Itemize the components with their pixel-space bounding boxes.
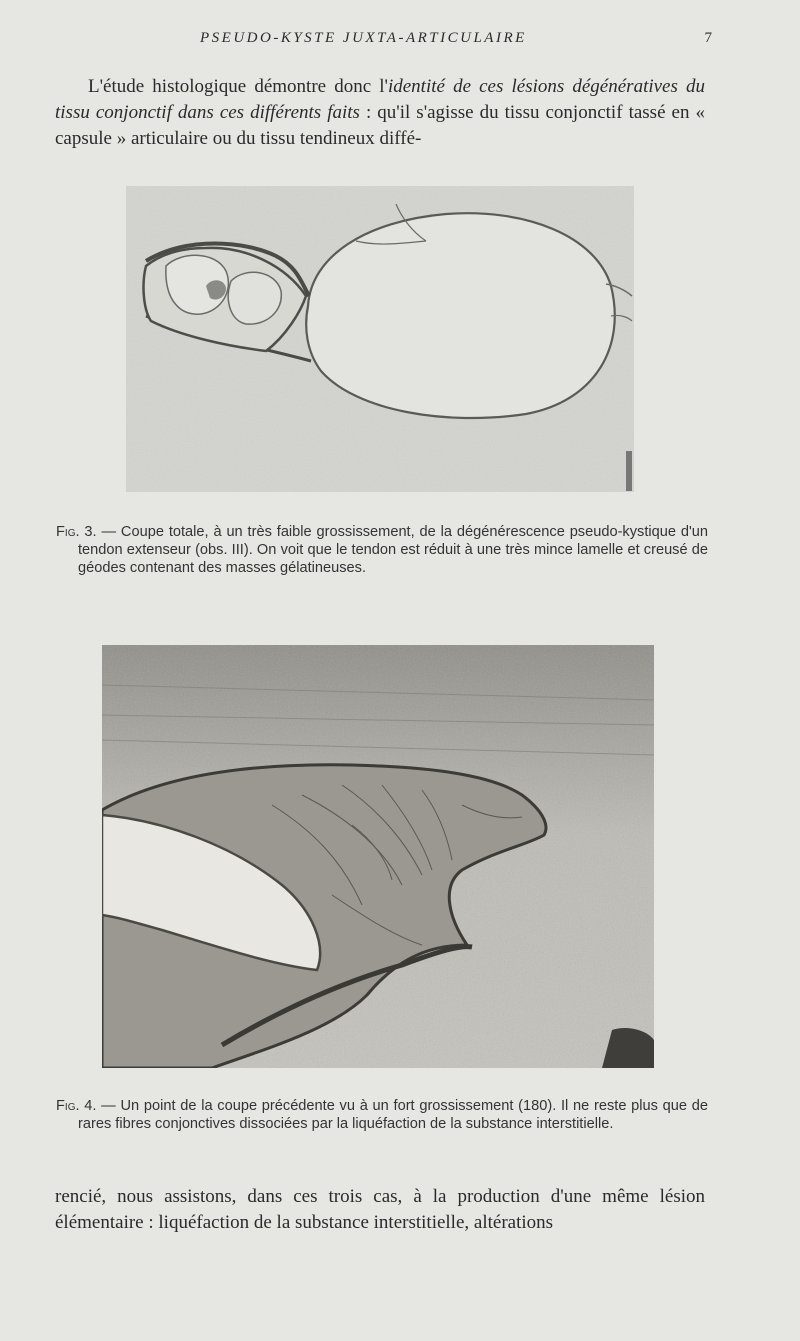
paragraph-top [55, 74, 705, 152]
paragraph-top-italic: identité de ces lésions dégénératives du tissu conjonctif dans ces différents faits [55, 76, 705, 123]
figure-3-micrograph [126, 186, 634, 492]
paragraph-bottom: rencié, nous assistons, dans ces trois cas, à la production d'une même lésion élémentaire : liquéfaction de la substance interstitielle, altérations [55, 1186, 705, 1233]
figure-3-label: Fig. 3. [56, 524, 97, 540]
paragraph-top-text-2: : qu'il s'agisse du tissu conjonctif tassé en « capsule » articulaire ou du tissu tendineux diffé- [55, 102, 705, 149]
page-number: 7 [704, 30, 712, 46]
figure-4-image [102, 645, 654, 1068]
figure-3-caption [56, 523, 708, 577]
paragraph-top-text-1: L'étude histologique démontre donc l' [88, 76, 388, 97]
running-header [200, 30, 720, 54]
running-title: PSEUDO-KYSTE JUXTA-ARTICULAIRE [200, 30, 527, 46]
figure-4-caption [56, 1097, 708, 1133]
figure-4-micrograph [102, 645, 654, 1068]
figure-4-caption-text: — Un point de la coupe précédente vu à un fort grossissement (180). Il ne reste plus que de rares fibres conjonctives dissociées par la liquéfaction de la substance interstitielle. [78, 1098, 708, 1132]
figure-3-caption-text: — Coupe totale, à un très faible grossissement, de la dégénérescence pseudo-kystique d'un tendon extenseur (obs. III). On voit que le tendon est réduit à une très mince lamelle et creusé de géodes contenant des masses gélatineuses. [78, 524, 708, 576]
figure-4-label: Fig. 4. [56, 1098, 97, 1114]
figure-3-image [126, 186, 634, 492]
